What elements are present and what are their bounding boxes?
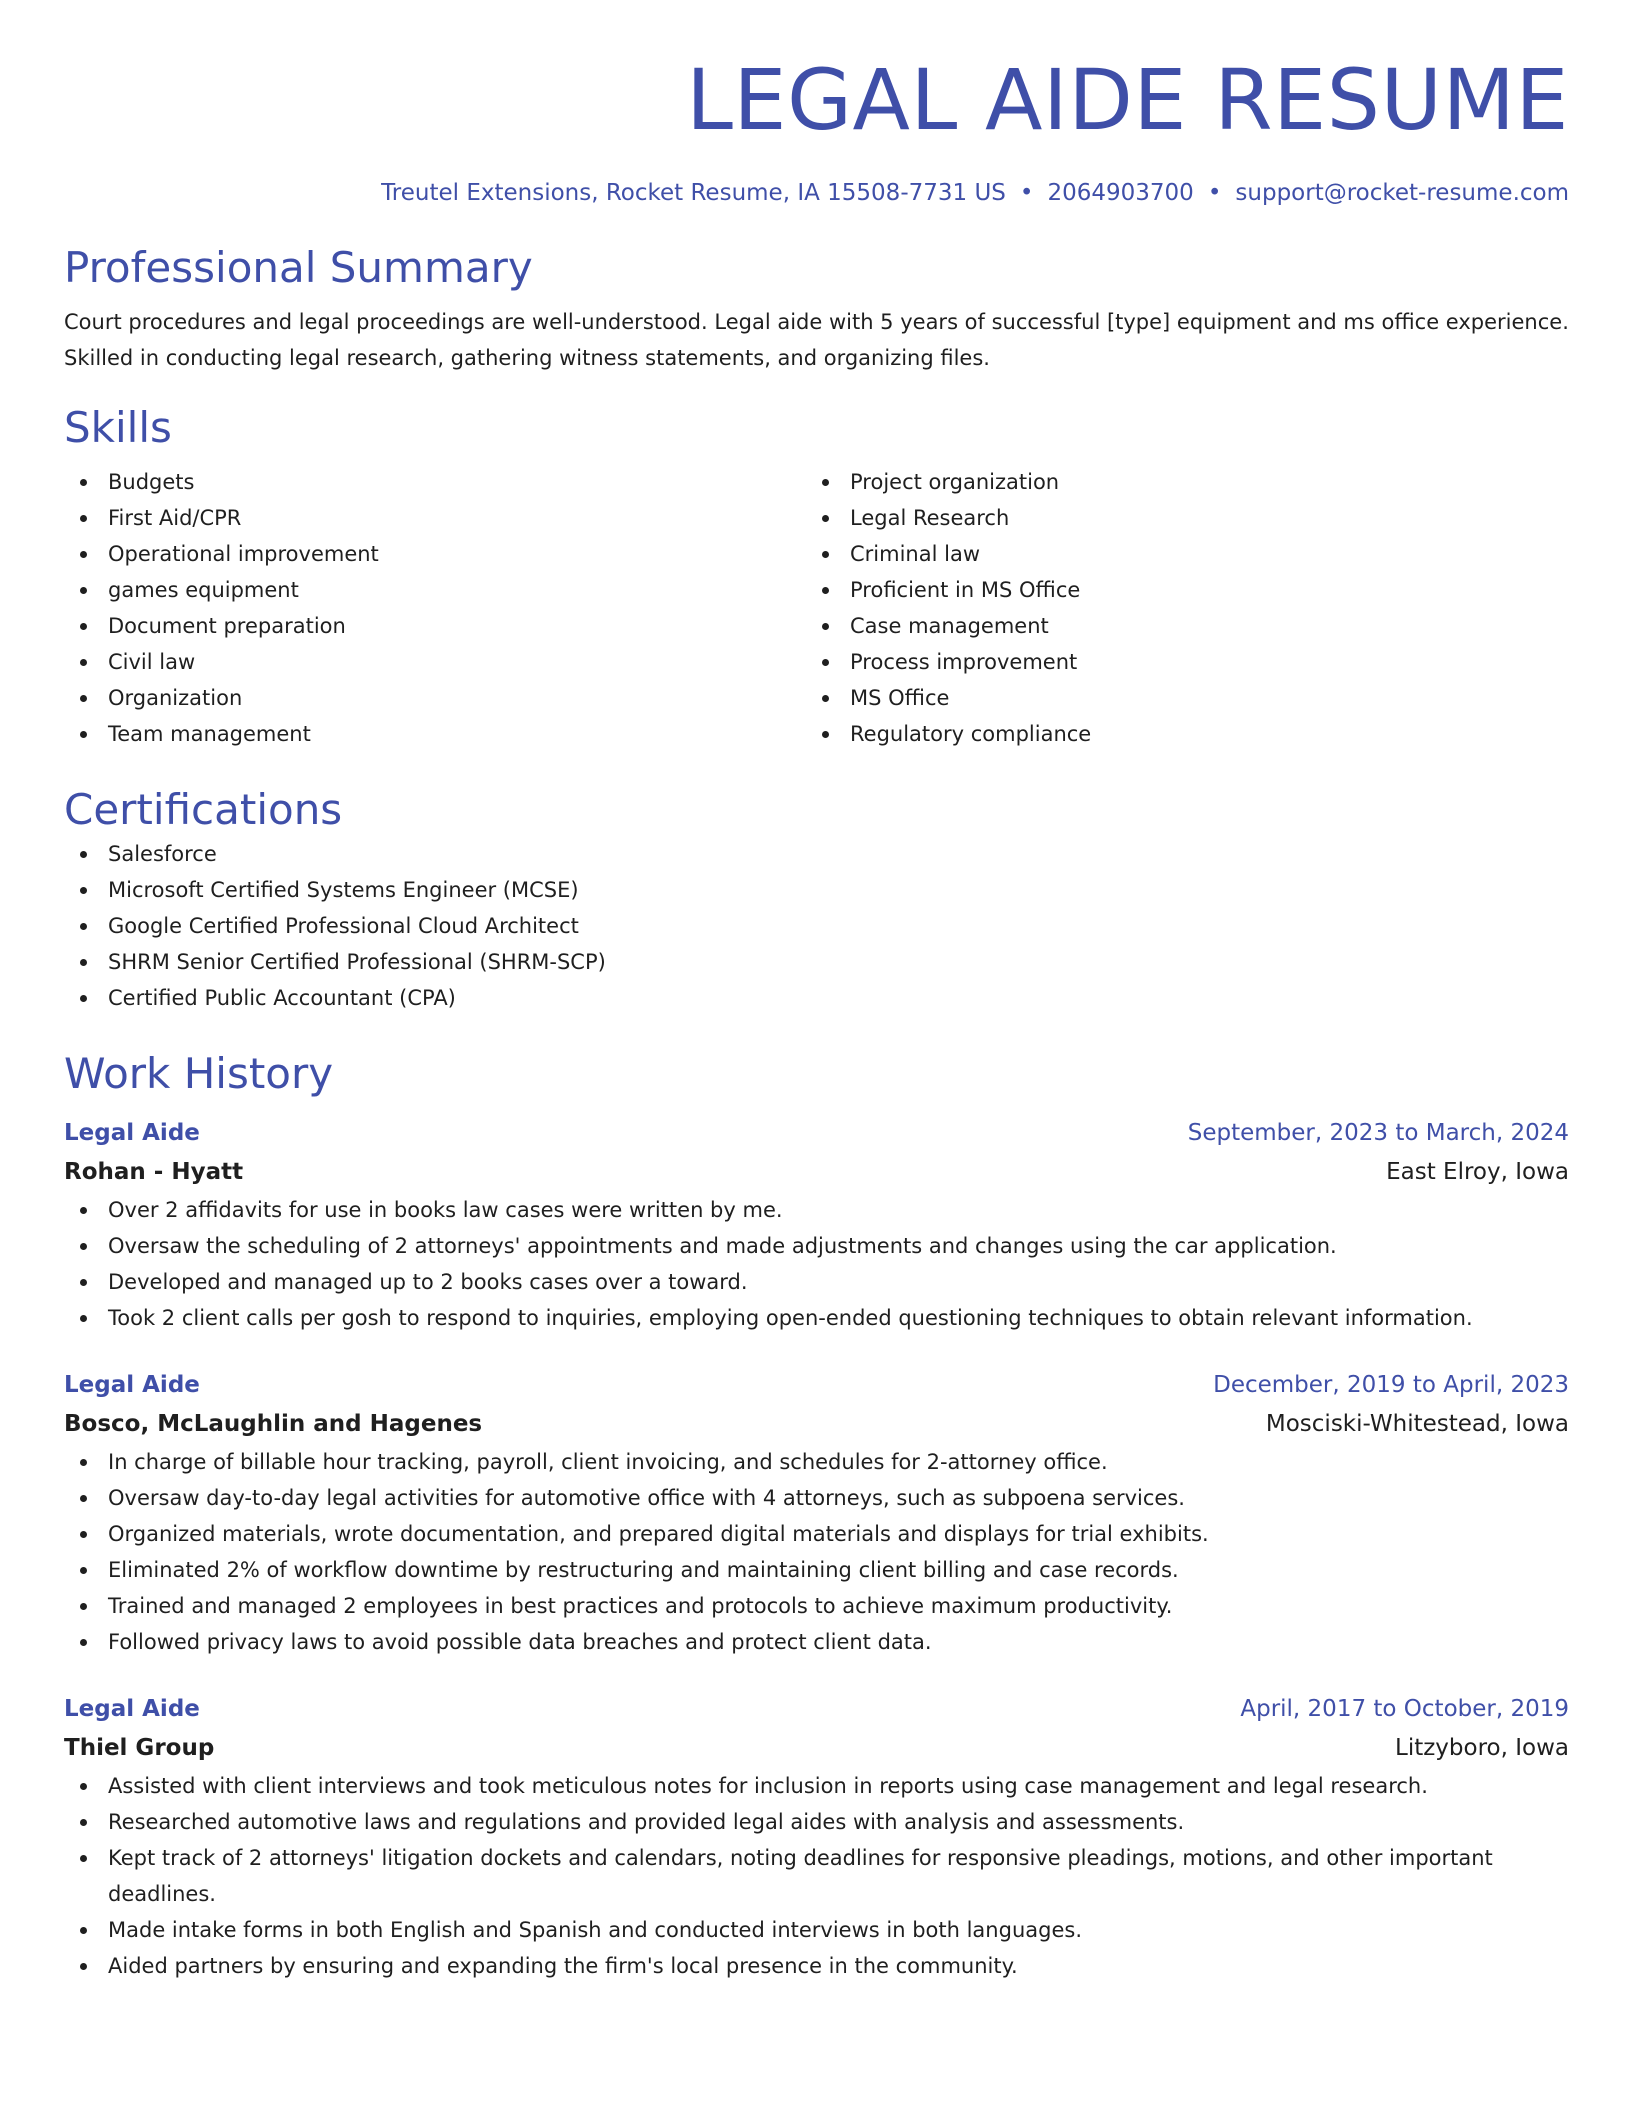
skill-item xyxy=(64,464,806,500)
job-bullet-text: Eliminated 2% of workflow downtime by restructuring and maintaining client billing and case records. xyxy=(108,1558,1179,1582)
job-bullet xyxy=(64,1516,1569,1552)
skill-item xyxy=(64,572,806,608)
skill-item xyxy=(806,536,1548,572)
contact-phone: 2064903700 xyxy=(1047,180,1194,206)
bullet-icon xyxy=(822,623,829,630)
certification-label: Certified Public Accountant (CPA) xyxy=(108,986,456,1010)
bullet-icon xyxy=(80,1243,87,1250)
certification-label: SHRM Senior Certified Professional (SHRM-SCP) xyxy=(108,950,606,974)
job-entry xyxy=(64,1366,1569,1660)
skill-label: games equipment xyxy=(108,578,299,602)
job-bullet-text: Organized materials, wrote documentation, and prepared digital materials and displays for trial exhibits. xyxy=(108,1522,1209,1546)
bullet-icon xyxy=(80,551,87,558)
contact-email: support@rocket-resume.com xyxy=(1235,180,1569,206)
skill-item xyxy=(64,716,806,752)
job-bullet xyxy=(64,1192,1569,1228)
skill-item xyxy=(806,716,1548,752)
bullet-icon xyxy=(822,479,829,486)
job-bullets xyxy=(64,1768,1569,1984)
job-bullet-text: Researched automotive laws and regulations and provided legal aides with analysis and assessments. xyxy=(108,1810,1185,1834)
job-title: Legal Aide xyxy=(64,1372,200,1398)
bullet-icon xyxy=(80,851,87,858)
certification-item xyxy=(64,908,1569,944)
bullet-icon xyxy=(80,923,87,930)
skills-list-left xyxy=(64,464,806,752)
skill-label: Document preparation xyxy=(108,614,346,638)
skill-label: Case management xyxy=(850,614,1049,638)
work-history-heading: Work History xyxy=(64,1049,334,1098)
job-bullet xyxy=(64,1480,1569,1516)
skill-item xyxy=(806,572,1548,608)
skill-label: Process improvement xyxy=(850,650,1078,674)
job-dates: December, 2019 to April, 2023 xyxy=(1213,1372,1569,1398)
job-bullets xyxy=(64,1444,1569,1660)
job-bullet-text: Oversaw day-to-day legal activities for automotive office with 4 attorneys, such as subpoena services. xyxy=(108,1486,1185,1510)
contact-line xyxy=(64,178,1569,208)
skill-label: Proficient in MS Office xyxy=(850,578,1081,602)
job-bullet xyxy=(64,1912,1569,1948)
job-company-row xyxy=(64,1404,1569,1444)
contact-separator: • xyxy=(1207,180,1222,206)
job-bullet-text: Over 2 affidavits for use in books law cases were written by me. xyxy=(108,1198,783,1222)
job-company-row xyxy=(64,1728,1569,1768)
job-bullet xyxy=(64,1264,1569,1300)
certification-label: Google Certified Professional Cloud Architect xyxy=(108,914,579,938)
job-bullet xyxy=(64,1624,1569,1660)
job-bullet-text: Took 2 client calls per gosh to respond to inquiries, employing open-ended questioning techniques to obtain relevant information. xyxy=(108,1306,1473,1330)
job-bullet xyxy=(64,1804,1569,1840)
skill-item xyxy=(806,644,1548,680)
job-bullet-text: Kept track of 2 attorneys' litigation dockets and calendars, noting deadlines for responsive pleadings, motions, and other important deadlines. xyxy=(108,1846,1493,1906)
certification-label: Salesforce xyxy=(108,842,217,866)
bullet-icon xyxy=(80,695,87,702)
job-bullet xyxy=(64,1444,1569,1480)
skill-item xyxy=(806,680,1548,716)
bullet-icon xyxy=(80,1279,87,1286)
job-title-row xyxy=(64,1690,1569,1728)
job-bullet xyxy=(64,1768,1569,1804)
bullet-icon xyxy=(80,1603,87,1610)
job-company: Bosco, McLaughlin and Hagenes xyxy=(64,1411,483,1437)
job-bullet-text: Made intake forms in both English and Spanish and conducted interviews in both languages. xyxy=(108,1918,1082,1942)
skill-item xyxy=(806,608,1548,644)
job-bullet-text: Assisted with client interviews and took meticulous notes for inclusion in reports using case management and legal research. xyxy=(108,1774,1428,1798)
bullet-icon xyxy=(80,1963,87,1970)
skill-label: Team management xyxy=(108,722,311,746)
job-company: Thiel Group xyxy=(64,1735,215,1761)
bullet-icon xyxy=(80,479,87,486)
bullet-icon xyxy=(80,1459,87,1466)
job-location: Mosciski-Whitestead, Iowa xyxy=(1265,1411,1569,1437)
skill-label: First Aid/CPR xyxy=(108,506,242,530)
bullet-icon xyxy=(822,587,829,594)
skill-label: Criminal law xyxy=(850,542,980,566)
job-bullet-text: In charge of billable hour tracking, payroll, client invoicing, and schedules for 2-attorney office. xyxy=(108,1450,1108,1474)
job-bullet-text: Aided partners by ensuring and expanding the firm's local presence in the community. xyxy=(108,1954,1018,1978)
bullet-icon xyxy=(80,1567,87,1574)
skill-item xyxy=(806,464,1548,500)
bullet-icon xyxy=(80,1531,87,1538)
job-bullet xyxy=(64,1300,1569,1336)
skills-column-left xyxy=(64,464,806,752)
skill-label: MS Office xyxy=(850,686,950,710)
skills-list-right xyxy=(806,464,1548,752)
contact-separator: • xyxy=(1019,180,1034,206)
job-bullet xyxy=(64,1588,1569,1624)
skill-item xyxy=(64,608,806,644)
skill-label: Legal Research xyxy=(850,506,1010,530)
summary-text: Court procedures and legal proceedings are well-understood. Legal aide with 5 years of successful [type] equipment and ms office experience. Skilled in conducting legal research, gathering witness statements, and organizing files. xyxy=(64,310,1569,370)
resume-title: LEGAL AIDE RESUME xyxy=(686,51,1569,149)
bullet-icon xyxy=(80,1315,87,1322)
job-location: Litzyboro, Iowa xyxy=(1395,1735,1569,1761)
job-company: Rohan - Hyatt xyxy=(64,1159,244,1185)
skill-item xyxy=(64,500,806,536)
bullet-icon xyxy=(80,995,87,1002)
certification-item xyxy=(64,944,1569,980)
job-entry xyxy=(64,1114,1569,1336)
bullet-icon xyxy=(80,623,87,630)
job-entry xyxy=(64,1690,1569,1984)
job-bullet-text: Developed and managed up to 2 books cases over a toward. xyxy=(108,1270,748,1294)
job-dates: September, 2023 to March, 2024 xyxy=(1187,1120,1569,1146)
skills-grid xyxy=(64,464,1569,752)
job-bullet-text: Trained and managed 2 employees in best practices and protocols to achieve maximum productivity. xyxy=(108,1594,1173,1618)
bullet-icon xyxy=(80,1855,87,1862)
bullet-icon xyxy=(80,1783,87,1790)
bullet-icon xyxy=(80,1639,87,1646)
bullet-icon xyxy=(80,1927,87,1934)
job-bullets xyxy=(64,1192,1569,1336)
skills-heading: Skills xyxy=(64,403,172,452)
bullet-icon xyxy=(822,551,829,558)
bullet-icon xyxy=(80,1495,87,1502)
skill-label: Organization xyxy=(108,686,243,710)
bullet-icon xyxy=(80,1207,87,1214)
job-bullet xyxy=(64,1948,1569,1984)
skill-item xyxy=(806,500,1548,536)
job-title: Legal Aide xyxy=(64,1120,200,1146)
skill-label: Project organization xyxy=(850,470,1060,494)
bullet-icon xyxy=(80,887,87,894)
bullet-icon xyxy=(822,659,829,666)
skill-label: Operational improvement xyxy=(108,542,379,566)
bullet-icon xyxy=(80,959,87,966)
job-title-row xyxy=(64,1114,1569,1152)
job-title: Legal Aide xyxy=(64,1696,200,1722)
certifications-list xyxy=(64,836,1569,1016)
job-dates: April, 2017 to October, 2019 xyxy=(1240,1696,1569,1722)
bullet-icon xyxy=(80,659,87,666)
job-bullet xyxy=(64,1840,1569,1912)
skill-label: Regulatory compliance xyxy=(850,722,1092,746)
skill-item xyxy=(64,680,806,716)
job-bullet-text: Followed privacy laws to avoid possible data breaches and protect client data. xyxy=(108,1630,932,1654)
bullet-icon xyxy=(822,695,829,702)
skill-label: Budgets xyxy=(108,470,195,494)
job-title-row xyxy=(64,1366,1569,1404)
job-bullet-text: Oversaw the scheduling of 2 attorneys' appointments and made adjustments and changes using the car application. xyxy=(108,1234,1337,1258)
certifications-heading: Certifications xyxy=(64,785,343,834)
skill-label: Civil law xyxy=(108,650,196,674)
summary-heading: Professional Summary xyxy=(64,243,533,292)
skill-item xyxy=(64,536,806,572)
job-bullet xyxy=(64,1228,1569,1264)
certification-item xyxy=(64,872,1569,908)
contact-address: Treutel Extensions, Rocket Resume, IA 15508-7731 US xyxy=(381,180,1006,206)
bullet-icon xyxy=(80,731,87,738)
bullet-icon xyxy=(822,731,829,738)
certification-label: Microsoft Certified Systems Engineer (MCSE) xyxy=(108,878,579,902)
job-company-row xyxy=(64,1152,1569,1192)
skills-column-right xyxy=(806,464,1548,752)
certification-item xyxy=(64,836,1569,872)
bullet-icon xyxy=(80,515,87,522)
bullet-icon xyxy=(80,587,87,594)
job-bullet xyxy=(64,1552,1569,1588)
certification-item xyxy=(64,980,1569,1016)
job-location: East Elroy, Iowa xyxy=(1386,1159,1569,1185)
bullet-icon xyxy=(80,1819,87,1826)
skill-item xyxy=(64,644,806,680)
bullet-icon xyxy=(822,515,829,522)
